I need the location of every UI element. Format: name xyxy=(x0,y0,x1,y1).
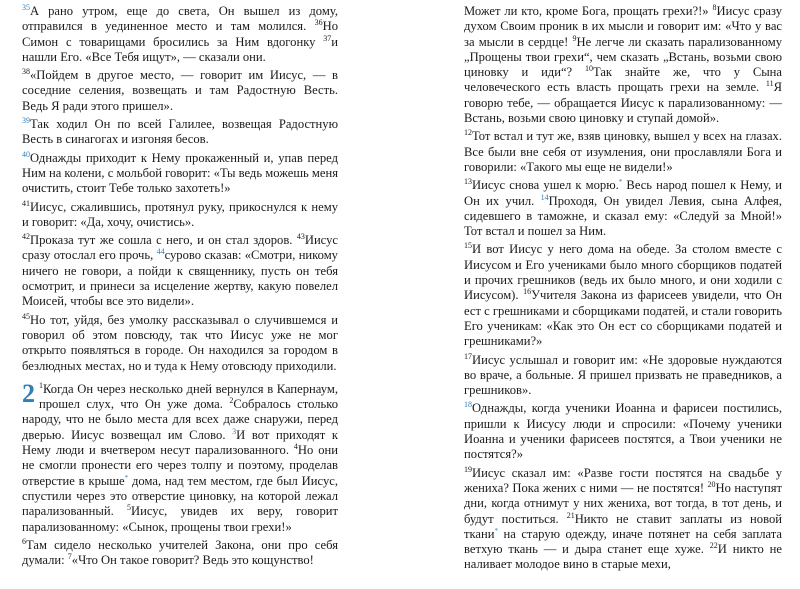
footnote-marker[interactable]: * xyxy=(124,473,129,482)
paragraph xyxy=(22,68,338,114)
paragraph xyxy=(464,242,782,349)
verse-number: 1 xyxy=(39,380,43,390)
paragraph xyxy=(464,466,782,573)
verse-number: 16 xyxy=(523,287,532,297)
verse-number: 36 xyxy=(314,18,323,28)
verse-number: 41 xyxy=(22,198,30,208)
verse-text: Но наступят дни, когда отнимут у них жениха, вот тогда, в тот день, и будут поститься. xyxy=(464,480,782,526)
verse-number: 22 xyxy=(709,540,718,550)
verse-text: Иисус, сжалившись, протянул руку, прикоснулся к нему и говорит: «Да, хочу, очистись». xyxy=(22,199,338,229)
verse-text: Однажды приходит к Нему прокаженный и, упав перед Ним на колени, с мольбой говорит: «Ты ведь можешь меня очистить, стоит Тебе только захотеть!» xyxy=(22,150,338,196)
verse-text: Иисус снова ушел к морю. xyxy=(472,178,619,193)
verse-text: Собралось столько народу, что не было места для всех даже снаружи, перед дверью. Иисус возвещал им Слово. xyxy=(22,397,338,442)
verse-number[interactable]: 39 xyxy=(22,115,30,125)
verse-text: Когда Он через несколько дней вернулся в Капернаум, прошел слух, что Он уже дома. xyxy=(39,381,338,412)
verse-text: Учителя Закона из фарисеев увидели, что Он ест с грешниками и сборщиками податей, и стали говорить Его ученикам: «Как это Он ест со сборщиками податей и грешниками?» xyxy=(464,288,783,349)
verse-number: 21 xyxy=(566,510,575,520)
verse-number: 4 xyxy=(293,441,298,451)
verse-text: И вот Иисус у него дома на обеде. За столом вместе с Иисусом и Его учениками было много сборщиков податей и прочих грешников (ведь их было много, и они ходили с Иисусом). xyxy=(464,242,782,303)
paragraph xyxy=(464,4,782,126)
verse-text: Но тот, уйдя, без умолку рассказывал о случившемся и говорил об этом повсюду, так что Иисус уже не мог открыто появляться в городе. Он находился за городом в безлюдных местах, но и туда к Нему отовсюду приходили. xyxy=(22,312,338,373)
verse-number: 19 xyxy=(464,464,472,474)
verse-number: 2 xyxy=(229,395,234,405)
verse-number: 45 xyxy=(22,311,30,321)
verse-text: Проказа тут же сошла с него, и он стал здоров. xyxy=(30,233,297,248)
verse-text: Однажды, когда ученики Иоанна и фарисеи постились, пришли к Иисусу люди и спросили: «Почему ученики Иоанна и ученики фарисеев постятся, а Твои ученики не постятся?» xyxy=(464,401,782,462)
verse-text: дома, над тем местом, где был Иисус, спустили через это отверстие циновку, на которой лежал парализованный. xyxy=(22,473,338,519)
chapter-number: 2 xyxy=(22,378,35,408)
verse-number[interactable]: 44 xyxy=(156,247,165,257)
verse-number[interactable]: 18 xyxy=(464,400,472,410)
verse-number: 11 xyxy=(765,79,774,89)
verse-text: Я говорю тебе, — обращается Иисус к парализованному: — Встань, возьми свою циновку и ступай домой». xyxy=(464,80,782,126)
verse-text: Но они не смогли пронести его через толпу и поэтому, проделав отверстие в крыше xyxy=(22,443,338,488)
verse-text: Иисус сразу отослал его прочь, xyxy=(22,233,338,263)
verse-number[interactable]: 35 xyxy=(22,2,30,12)
verse-text: Но Симон с товарищами бросились за Ним вдогонку xyxy=(22,19,338,49)
left-column xyxy=(22,4,338,571)
verse-text: Может ли кто, кроме Бога, прощать грехи?!» xyxy=(464,4,713,18)
footnote-marker[interactable]: * xyxy=(618,178,623,187)
verse-number: 38 xyxy=(22,67,30,76)
verse-text: И вот приходят к Нему люди и вчетвером несут парализованного. xyxy=(22,427,338,458)
verse-number: 9 xyxy=(572,33,577,43)
verse-number: 8 xyxy=(712,2,717,12)
verse-text: Иисус сказал им: «Разве гости постятся на свадьбе у жениха? Пока жених с ними — не постятся! xyxy=(464,465,782,495)
verse-text: и нашли Его. «Все Тебя ищут», — сказали они. xyxy=(22,34,338,64)
verse-text: сурово сказав: «Смотри, никому ничего не говори, а пойди к священнику, пусть он тебя осмотрит, и принеси за исцеление жертву, какую повелел Моисей, чтобы все это видели». xyxy=(22,248,338,309)
verse-text: Так знайте же, что у Сына человеческого есть власть прощать грехи на земле. xyxy=(464,65,783,95)
verse-number: 43 xyxy=(296,231,305,241)
verse-number: 12 xyxy=(464,128,472,138)
paragraph xyxy=(22,233,338,309)
paragraph xyxy=(464,401,782,462)
verse-number: 7 xyxy=(67,551,72,561)
verse-text: И никто не наливает молодое вино в старые мехи, xyxy=(464,542,782,572)
verse-number: 15 xyxy=(464,241,472,251)
verse-text: Там сидело несколько учителей Закона, они про себя думали: xyxy=(22,537,338,568)
verse-text: Иисус услышал и говорит им: «Не здоровые нуждаются во враче, а больные. Я пришел призвать не праведников, а грешников». xyxy=(464,352,782,398)
paragraph xyxy=(22,151,338,197)
verse-text: «Пойдем в другое место, — говорит им Иисус, — в соседние селения, возвещать и там Радостную Весть. Ведь Я ради этого пришел». xyxy=(22,68,338,113)
verse-number[interactable]: 3 xyxy=(232,426,237,436)
verse-text: Не легче ли сказать парализованному „Прощены твои грехи“, чем сказать „Встань, возьми свою циновку и иди“? xyxy=(464,34,782,80)
verse-number[interactable]: 40 xyxy=(22,149,30,159)
verse-text: Никто не ставит заплаты из новой ткани xyxy=(464,511,782,541)
verse-text: Тот встал и тут же, взяв циновку, вышел у всех на глазах. Все были вне себя от изумления, они прославляли Бога и говорили: «Такого мы еще не видели!» xyxy=(464,129,782,174)
verse-number: 42 xyxy=(22,231,30,241)
paragraph xyxy=(22,200,338,231)
verse-text: Проходя, Он увидел Левия, сына Алфея, сидевшего в таможне, и сказал ему: «Следуй за Мной!» Тот встал и пошел за Ним. xyxy=(464,193,782,239)
paragraph xyxy=(464,178,782,239)
paragraph xyxy=(464,129,782,175)
chapter-opening-paragraph xyxy=(22,378,338,535)
paragraph xyxy=(22,538,338,569)
verse-number: 37 xyxy=(323,33,332,43)
verse-text: «Что Он такое говорит? Ведь это кощунство! xyxy=(71,553,314,568)
paragraph xyxy=(464,353,782,399)
verse-text: Так ходил Он по всей Галилее, возвещая Радостную Весть в синагогах и изгоняя бесов. xyxy=(22,117,338,147)
verse-number: 13 xyxy=(464,177,472,187)
verse-text: Весь народ пошел к Нему, и Он их учил. xyxy=(464,178,782,208)
paragraph xyxy=(22,313,338,374)
verse-text: Иисус сразу духом Своим проник в их мысли и говорит им: «Что у вас за мысли в сердце! xyxy=(464,4,782,49)
verse-number: 5 xyxy=(127,503,132,513)
verse-number: 20 xyxy=(707,479,716,489)
verse-number[interactable]: 14 xyxy=(540,192,549,202)
verse-number: 17 xyxy=(464,351,472,361)
footnote-marker[interactable]: * xyxy=(494,526,499,535)
verse-text: Иисус, увидев их веру, говорит парализованному: «Сынок, прощены твои грехи!» xyxy=(22,504,338,534)
verse-number: 6 xyxy=(22,536,26,546)
verse-number: 10 xyxy=(584,64,593,73)
paragraph xyxy=(22,4,338,65)
verse-text: на старую одежду, иначе потянет на себя заплата ветхую ткань — и дыра станет еще хуже. xyxy=(464,526,782,557)
verse-text: А рано утром, еще до света, Он вышел из дому, отправился в уединенное место и там молился. xyxy=(22,4,338,34)
right-column xyxy=(464,4,782,576)
paragraph xyxy=(22,117,338,148)
